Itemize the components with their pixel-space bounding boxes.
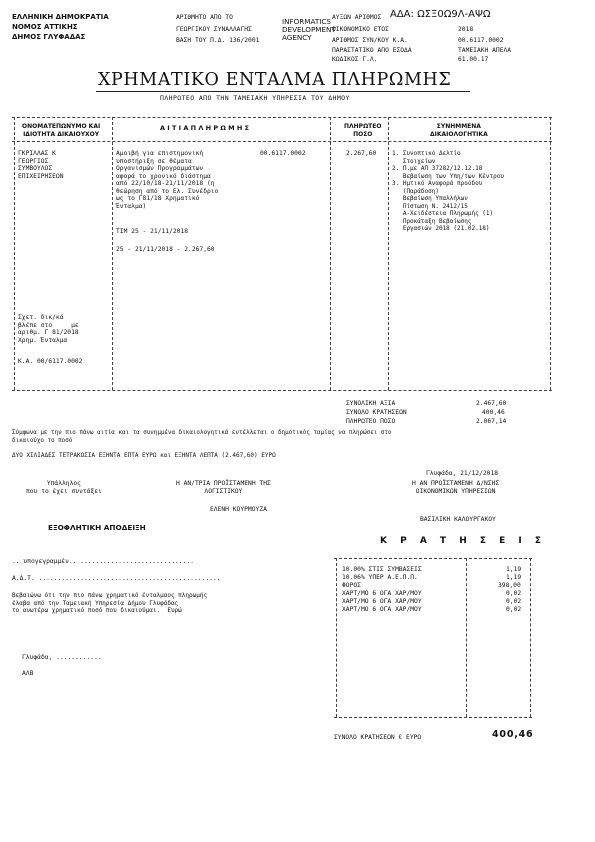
- page-subtitle: ΠΛΗΡΩΤΕΟ ΑΠΟ ΤΗΝ ΤΑΜΕΙΑΚΗ ΥΠΗΡΕΣΙΑ ΤΟΥ ΔΗΜΟΥ: [160, 94, 350, 102]
- issuer-line-3: ΔΗΜΟΣ ΓΛΥΦΑΔΑΣ: [12, 33, 86, 41]
- table-col-border: [550, 117, 551, 390]
- header-left-label-3: ΒΑΣΗ ΤΟΥ Π.Δ. 136/2001: [176, 37, 260, 44]
- deduction-value: 0,02: [506, 590, 522, 597]
- deductions-bottom-rule: [334, 717, 532, 718]
- row-amount: 2.267,60: [346, 150, 377, 157]
- header-right-label-1: ΑΥΞΩΝ ΑΡΙΘΜΟΣ: [332, 14, 382, 21]
- deduction-label: ΧΑΡΤ/ΜΟ 6 ΟΓΑ ΧΑΡ/ΜΟΥ: [342, 598, 422, 605]
- gl-code: 61.00.17: [458, 56, 489, 63]
- deductions-title: Κ Ρ Α Τ Η Σ Ε Ι Σ: [380, 536, 547, 546]
- deduction-label: 10.00% ΣΤΙΣ ΣΥΜΒΑΣΕΙΣ: [342, 566, 422, 573]
- receipt-place: Γλυφάδα, ............: [22, 654, 102, 661]
- informatics-stamp-1: INFORMATICS: [282, 17, 331, 26]
- treasury-note: ΤΑΜΕΙΑΚΗ ΑΠΕΛΑ: [458, 47, 512, 54]
- amount-in-words: ΔΥΟ ΧΙΛΙΑΔΕΣ ΤΕΤΡΑΚΟΣΙΑ ΕΞΗΝΤΑ ΕΠΤΑ ΕΥΡΩ και ΕΞΗΝΤΑ ΛΕΠΤΑ (2.467,60) ΕΥΡΩ: [12, 452, 276, 459]
- signature-clerk: Υπάλληλος που το έχει συντάξει: [26, 480, 102, 495]
- deductions-border: [336, 558, 337, 717]
- table-header-rule: [12, 141, 552, 142]
- col-header-documents: ΣΥΝΗΜΜΕΝΑ ΔΙΚΑΙΟΛΟΓΗΤΙΚΑ: [430, 123, 488, 138]
- receipt-id-line: Α.Δ.Τ. ................................................: [12, 575, 221, 582]
- total-value-label: ΣΥΝΟΛΙΚΗ ΑΞΙΑ: [346, 400, 396, 407]
- deduction-label: ΧΑΡΤ/ΜΟ 6 ΟΓΑ ΧΑΡ/ΜΟΥ: [342, 606, 422, 613]
- header-right-label-5: ΚΩΔΙΚΟΣ Γ.Λ.: [332, 56, 378, 63]
- deductions-top-rule: [334, 558, 532, 559]
- deductions-border: [466, 558, 467, 717]
- receipt-code: ΑΛΒ: [22, 670, 34, 677]
- issuer-line-1: ΕΛΛΗΝΙΚΗ ΔΗΜΟΚΡΑΤΙΑ: [12, 13, 109, 21]
- payment-statement: Σύμφωνα με την πιο πάνω αιτία και τα συνημμένα δικαιολογητικά εντέλλεται ο δημοτικός ταμίας να πληρώσει στο δικαιούχο το ποσό: [12, 430, 392, 444]
- deduction-label: 10.06% ΥΠΕΡ Α.Ε.Π.Π.: [342, 574, 418, 581]
- title-underline: [96, 91, 470, 92]
- col-header-reason: Α Ι Τ Ι Α Π Λ Η Ρ Ω Μ Η Σ: [160, 124, 250, 132]
- attached-documents: 1. Συνοπτικό Δελτίο Στοιχείων 2. Π.με ΑΠ 37282/12.12.18 Βεβαίωση των Υπη/των Κέντρου 3. Ημτικό Αναφορά προόδου (Παράδοση) Βεβαίωση Υπαλλήλων Πίστωση Ν. 2412/15 Α-Χειδέστεια Πληρωμής (1) Προκάταξη Βεβαίωσης Εργασιών 2018 (21.02.18): [392, 150, 504, 232]
- col-header-creditor: ΟΝΟΜΑΤΕΠΩΝΥΜΟ ΚΑΙ ΙΔΙΟΤΗΤΑ ΔΙΚΑΙΟΥΧΟΥ: [22, 123, 101, 138]
- deduction-label: ΦΟΡΟΣ: [342, 582, 361, 589]
- table-col-border: [388, 117, 389, 390]
- header-left-label-1: ΑΡΙΘΜΗΤΟ ΑΠΟ ΤΟ: [176, 14, 233, 21]
- total-deductions: 400,46: [482, 409, 505, 416]
- reason-extra-1: ΤΙΜ 25 - 21/11/2018: [116, 228, 189, 235]
- deductions-total-value: 400,46: [492, 729, 534, 740]
- payable-amount: 2.067,14: [476, 418, 507, 425]
- informatics-stamp-3: AGENCY: [282, 33, 312, 42]
- table-bottom-rule: [12, 390, 552, 391]
- table-top-rule: [12, 117, 552, 118]
- deduction-value: 398,00: [498, 582, 521, 589]
- related-docs-note: Σχετ. δικ/κά βλέπε στο με αριθμ. Γ 81/2018 Χρημ. Ένταλμα: [18, 314, 79, 344]
- informatics-stamp-2: DEVELOPMENT: [282, 25, 336, 34]
- deduction-value: 1,19: [506, 574, 522, 581]
- payable-amount-label: ΠΛΗΡΩΤΕΟ ΠΟΣΟ: [346, 418, 396, 425]
- budget-code-note: Κ.Α. 00/6117.0002: [18, 358, 83, 365]
- deductions-total-label: ΣΥΝΟΛΟ ΚΡΑΤΗΣΕΩΝ € ΕΥΡΩ: [334, 734, 422, 741]
- header-right-label-2: ΟΙΚΟΝΟΜΙΚΟ ΕΤΟΣ: [332, 26, 389, 33]
- payment-reason: Αμοιβή για επιστημονική υποστήριξη σε θέματα Οργανισμών Προγραμμάτων αφορά το χρονικό διάστημα από 22/10/18-21/11/2018 (η θεώρηση από το Ελ. Συνέδριο ως το Γ81/18 Χρηματικό Ένταλμα): [116, 150, 219, 210]
- deduction-label: ΧΑΡΤ/ΜΟ 6 ΟΓΑ ΧΑΡ/ΜΟΥ: [342, 590, 422, 597]
- total-deductions-label: ΣΥΝΟΛΟ ΚΡΑΤΗΣΕΩΝ: [346, 409, 407, 416]
- receipt-title: ΕΞΟΦΛΗΤΙΚΗ ΑΠΟΔΕΙΞΗ: [48, 523, 146, 532]
- deduction-value: 0,02: [506, 606, 522, 613]
- receipt-text: Βεβαιώνω ότι την πιο πάνω χρηματικό ένταλμαος πληρωμής έλαβα από την Ταμειακή Υπηρεσία Δήμου Γλυφάδας το ανωτέρω χρηματικό ποσό που δικαιούμαι. Ευρώ: [12, 592, 208, 614]
- header-right-label-4: ΠΑΡΑΣΤΑΤΙΚΟ ΑΠΟ ΕΣΟΔΑ: [332, 47, 412, 54]
- header-left-label-2: ΓΕΩΡΓΙΚΟΥ ΣΥΝΑΛΛΑΓΗΣ: [176, 26, 252, 33]
- account-code: 00.6117.0002: [458, 37, 504, 44]
- signature-accounting: Η ΑΝ/ΤΡΙΑ ΠΡΟΪΣΤΑΜΕΝΗ ΤΗΣ ΛΟΓΙΣΤΙΚΟΥ: [176, 480, 271, 495]
- signature-finance: Η ΑΝ ΠΡΟΪΣΤΑΜΕΝΗ Δ/ΝΣΗΣ ΟΙΚΟΝΟΜΙΚΩΝ ΥΠΗΡΕΣΙΩΝ: [412, 480, 500, 495]
- col-header-amount: ΠΛΗΡΩΤΕΟ ΠΟΣΟ: [344, 123, 382, 138]
- table-col-border: [330, 117, 331, 390]
- table-col-border: [112, 117, 113, 390]
- fiscal-year: 2018: [458, 26, 474, 33]
- budget-code: 00.6117.0002: [260, 150, 306, 157]
- page-title: ΧΡΗΜΑΤΙΚΟ ΕΝΤΑΛΜΑ ΠΛΗΡΩΜΗΣ: [98, 70, 452, 90]
- reason-extra-2: 25 - 21/11/2018 - 2.267,60: [116, 246, 215, 253]
- deduction-value: 1,19: [506, 566, 522, 573]
- issuer-line-2: ΝΟΜΟΣ ΑΤΤΙΚΗΣ: [12, 23, 78, 31]
- deduction-value: 0,02: [506, 598, 522, 605]
- header-right-label-3: ΑΡΙΘΜΟΣ ΣΥΝ/ΚΟΥ Κ.Α.: [332, 37, 408, 44]
- total-value: 2.467,60: [476, 400, 507, 407]
- sign-date: Γλυφάδα, 21/12/2018: [426, 470, 499, 477]
- table-col-border: [14, 117, 15, 390]
- creditor-name: ΓΚΡΙΛΛΑΣ Κ ΓΕΩΡΓΙΟΣ ΣΥΜΒΟΥΛΟΣ ΕΠΙΧΕΙΡΗΣΕΩΝ: [18, 150, 64, 180]
- deductions-border: [530, 558, 531, 717]
- receipt-signer-line: .. υπογεγραμμέν.. ..............................: [12, 558, 194, 565]
- ada-code: ΑΔΑ: ΩΣΞ0Ω9Λ-ΑΨΩ: [390, 9, 491, 20]
- signer-name-finance: ΒΑΣΙΛΙΚΗ ΚΑΛΟΥΡΓΑΚΟΥ: [420, 516, 496, 523]
- signer-name-accounting: ΕΛΕΝΗ ΚΟΥΡΜΟΥΖΑ: [210, 506, 267, 513]
